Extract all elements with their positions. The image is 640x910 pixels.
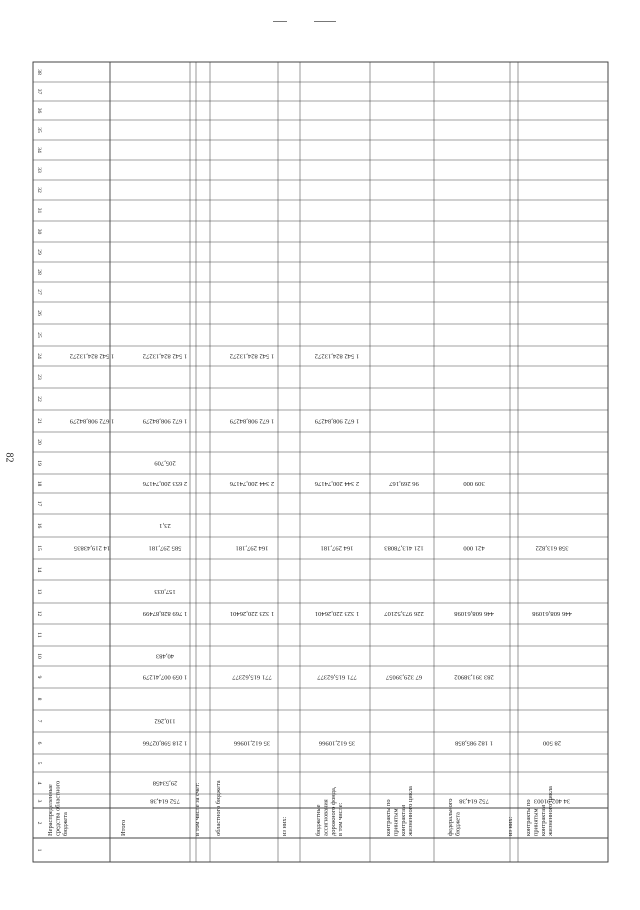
column-index-number: 36 [36,107,42,114]
column-index-number: 20 [36,439,42,445]
column-index-number: 13 [36,588,42,595]
column-index-number: 3 [36,799,42,803]
svg-text:федеральногобюджета: федеральногобюджета [447,798,462,836]
column-index-number: 9 [36,675,42,679]
column-index-number: 10 [36,653,42,659]
table-cell-value: 1 323 220,26401 [229,609,275,617]
column-index-number: 31 [36,207,42,214]
table-cell-value: 1 218 598,02766 [142,739,188,747]
svg-text:Итого: Итого [120,819,127,836]
column-index-number: 21 [36,418,42,424]
header-label [281,816,288,836]
column-index-number: 22 [36,396,42,402]
svg-text:контракты попринятымконтрактам: контракты попринятымконтрактамжизненного цикла [385,786,415,836]
column-index-number: 34 [36,147,42,153]
table-cell-value: 585 297,181 [148,544,182,552]
table-cell-value: 309 000 [463,479,485,487]
svg-text:областного бюджета: областного бюджета [215,780,222,836]
table-cell-value: 752 614,38 [459,797,489,805]
column-index-number: 35 [36,127,42,133]
column-index-number: 32 [36,187,42,193]
table-cell-value: 1 182 985,858 [455,739,493,747]
table-cell-value: 35 612,10966 [233,739,271,747]
column-index-number: 15 [36,545,42,551]
table-cell-value: 2 344 200,74176 [314,479,360,487]
table-cell-value: 1 769 828,87499 [142,609,188,617]
table-cell-value: 1 059 007,41279 [142,673,188,681]
table-cell-value: 34 402,91003 [533,797,571,805]
column-index-number: 16 [36,522,42,529]
table-cell-value: 771 615,62377 [317,673,357,681]
column-index-number: 23 [36,374,42,380]
table-cell-value: 35 612,10966 [318,739,356,747]
column-index-number: 25 [36,332,42,338]
table-cell-value: 1 672 908,84279 [314,417,360,425]
table-cell-value: 164 297,181 [235,544,269,552]
column-index-number: 18 [36,480,42,487]
header-label [194,782,201,836]
table-cell-value: 1 672 908,84279 [142,417,188,425]
column-index-number: 11 [36,632,42,638]
table-cell-value: 1 542 824,13272 [142,352,188,360]
table-cell-value: 1 323 220,26401 [314,609,360,617]
table-cell-value: 358 613,822 [535,544,569,552]
header-label [525,786,554,837]
table-cell-value: 446 608,61098 [454,609,494,617]
table-cell-value: 67 329,39057 [385,673,423,681]
table-cell-value: 421 000 [463,544,485,552]
table-cell-value: 28 500 [542,739,562,747]
table-cell-value: 205,709 [154,459,176,467]
table-cell-value: 23,1 [159,521,171,529]
svg-text:бюджетныеассигнованиядорожного: бюджетныеассигнованиядорожного фонда,в том числе: [315,786,345,836]
column-index-number: 27 [36,289,42,295]
table-cell-value: 446 608,61098 [532,609,572,617]
scan-mark-top-right [314,21,336,22]
column-index-number: 8 [36,697,42,701]
header-label [315,786,344,836]
page-number: 82 [3,452,15,463]
table-cell-value: 2 344 200,74176 [229,479,275,487]
table-cell-value: 1 672 908,84279 [229,417,275,425]
header-label [120,820,127,836]
table-cell-value: 1 542 824,13272 [69,352,115,360]
table-cell-value: 226 973,52107 [384,609,424,617]
header-label [385,786,414,837]
column-index-number: 14 [36,566,42,573]
svg-text:Нераспределенныесредства облас: Нераспределенныесредства областногобюджета [47,780,69,836]
header-label [215,780,222,836]
svg-text:из них:: из них: [281,816,288,836]
table-cell-value: 771 615,62377 [232,673,272,681]
svg-text:контракты попринятымконтрактам: контракты попринятымконтрактамжизненного цикла [525,786,555,836]
table-cell-value: 110,262 [154,717,176,725]
table-cell-value: 40,483 [155,652,175,660]
column-index-number: 33 [36,167,42,173]
column-index-number: 38 [36,69,42,75]
table-cell-value: 14 219,43835 [73,544,111,552]
header-label [507,816,514,836]
table-cell-value: 1 672 908,84279 [69,417,115,425]
table-cell-value: 121 413,78083 [384,544,424,552]
column-index-number: 30 [36,228,42,235]
column-index-number: 2 [36,821,42,825]
table-cell-value: 752 614,38 [150,797,180,805]
svg-text:из них:: из них: [507,816,514,836]
column-index-number: 4 [36,781,42,785]
column-index-number: 24 [36,353,42,359]
table-cell-value: 157,033 [154,587,176,595]
column-index-number: 1 [36,848,42,852]
column-index-number: 5 [36,761,42,765]
table-cell-value: 2 653 200,74176 [142,479,188,487]
table-cell-value: 96 269,167 [389,479,419,487]
column-index-number: 7 [36,719,42,723]
table-cell-value: 1 542 824,13272 [314,352,360,360]
table-cell-value: 164 297,181 [320,544,354,552]
column-index-number: 26 [36,310,42,316]
column-index-number: 12 [36,610,42,617]
scan-mark-top-left [273,21,287,22]
column-index-number: 19 [36,460,42,466]
table-cell-value: 29,53458 [152,779,178,787]
svg-text:в том числе за счет:: в том числе за счет: [194,782,201,836]
table-cell-value: 1 542 824,13272 [229,352,275,360]
column-index-number: 37 [36,88,42,95]
column-index-number: 6 [36,741,42,745]
column-index-number: 29 [36,249,42,255]
table-cell-value: 283 391,38902 [454,673,494,681]
column-index-number: 28 [36,269,42,275]
column-index-number: 17 [36,500,42,507]
